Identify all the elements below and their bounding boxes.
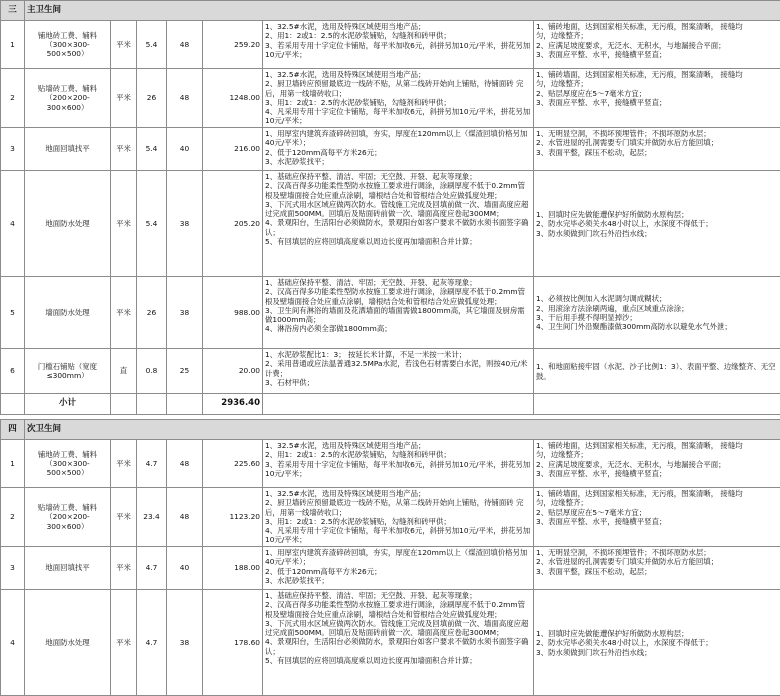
unit: 平米 — [111, 21, 137, 69]
quantity: 23.4 — [137, 488, 167, 547]
process-description: 1、基础应保持平整、清洁、牢固；无空鼓、开裂、起灰等现象； 2、汉高百得多功能柔性型防水按施工要求进行调涂，涂刷厚度不低于0.2mm管根及壁墙面接合处应重点涂刷，墙根结合处和管根结合处应做弧度处理； 3、下沉式用水区域应做两次防水。管线施工完成及回填前做一次、墙面高度应超过完成面500MM。回填后及贴面砖前做一次、墙面高度应卷起300MM； 4、景观阳台，生活阳台必须做防水，景观阳台如客户要求不做防水须书面签字确认； 5、有回填层的应将回填高度乘以周边长度再加墙面积合并计算； — [263, 171, 534, 277]
unit-price: 40 — [167, 547, 203, 590]
process-description: 1、用厚室内建筑弃渣碎砖回填，夯实，厚度在120mm以上（煤渣回填价格另加40元/平米）； 2、低于120mm高每平方米26元； 3、水泥砂浆找平； — [263, 128, 534, 171]
process-description: 1、32.5#水泥，选用及特殊区域使用当地产品； 2、厨卫墙砖应预留最底边一线砖不贴，从第二线砖开始向上铺贴，待铺面砖 完后，用第一线墙砖收口； 3、用1：2或1：2.5的水泥砂浆铺贴，勾缝剂和砖甲供； 4、凡采用专用十字定位卡铺贴，每平米加收6元，斜拼另加10元/平米，拼花另加10元/平米； — [263, 69, 534, 128]
process-description: 1、基础应保持平整、清洁、牢固；无空鼓、开裂、起灰等现象； 2、汉高百得多功能柔性型防水按施工要求进行调涂，涂刷厚度不低于0.2mm管根及壁墙面接合处应重点涂刷，墙根结合处和管根结合处应做弧度处理； 3、卫生间有淋浴的墙面及花洒墙面的墙面需做1800mm高，其它墙面及厨房需做1000mm高； 4、淋浴房内必须全部做1800mm高； — [263, 277, 534, 349]
process-description: 1、用厚室内建筑弃渣碎砖回填，夯实，厚度在120mm以上（煤渣回填价格另加40元/平米）； 2、低于120mm高每平方米26元； 3、水泥砂浆找平； — [263, 547, 534, 590]
subtotal-amount: 2936.40 — [203, 394, 263, 415]
section-title: 主卫生间 — [25, 1, 780, 21]
row-index: 3 — [1, 128, 25, 171]
section-number: 四 — [1, 420, 25, 440]
item-name: 贴墙砖工费、辅料 （200×200- 300×600） — [25, 488, 111, 547]
item-name: 贴墙砖工费、辅料 （200×200- 300×600） — [25, 69, 111, 128]
unit: 平米 — [111, 590, 137, 696]
quantity: 5.4 — [137, 128, 167, 171]
amount: 1248.00 — [203, 69, 263, 128]
acceptance-standard: 1、必须按比例加入水泥调匀调成糊状； 2、用滚涂方法涂刷两遍，重点区域重点涂涂； 3、干后用手摸不得明显掉沙； 4、卫生间门外沿聚酯漆做300mm高防水以避免水气外泄； — [534, 277, 780, 349]
row-index: 5 — [1, 277, 25, 349]
item-name: 门槛石铺贴（宽度≤300mm） — [25, 349, 111, 394]
row-index: 1 — [1, 21, 25, 69]
acceptance-standard: 1、铺砖墙面，达到国家相关标准，无污痕，图案清晰， 接缝均 匀，边缘整齐； 2、贴层厚度应在5～7毫米方宜； 3、表面应平整、水平，接缝横平竖直； — [534, 488, 780, 547]
row-index: 6 — [1, 349, 25, 394]
acceptance-standard: 1、铺砖墙面，达到国家相关标准，无污痕，图案清晰， 接缝均 匀，边缘整齐； 2、贴层厚度应在5～7毫米方宜； 3、表面应平整、水平，接缝横平竖直； — [534, 69, 780, 128]
table-row — [1, 21, 780, 69]
row-index: 2 — [1, 69, 25, 128]
unit-price: 25 — [167, 349, 203, 394]
item-name: 地面防水处理 — [25, 171, 111, 277]
unit-price: 38 — [167, 171, 203, 277]
row-index: 1 — [1, 440, 25, 488]
row-index: 2 — [1, 488, 25, 547]
item-name: 铺地砖工费、辅料 （300×300-500×500） — [25, 21, 111, 69]
amount: 178.60 — [203, 590, 263, 696]
unit-price: 38 — [167, 277, 203, 349]
table-row — [1, 277, 780, 349]
process-description: 1、32.5#水泥，选用及特殊区域使用当地产品； 2、用1：2或1：2.5的水泥砂浆铺贴，勾缝剂和砖甲供； 3、若采用专用十字定位卡铺贴，每平米加收6元，斜拼另加10元/平米，拼花另加10元/平米； — [263, 21, 534, 69]
table-row — [1, 590, 780, 696]
item-name: 墙面防水处理 — [25, 277, 111, 349]
item-name: 铺地砖工费、辅料 （300×300-500×500） — [25, 440, 111, 488]
subtotal-row — [1, 394, 780, 415]
quantity: 5.4 — [137, 171, 167, 277]
table-row — [1, 440, 780, 488]
unit-price: 48 — [167, 21, 203, 69]
acceptance-standard: 1、回填时应先做能遭保护好所做防水原构层； 2、防水完毕必须关水48小时以上，水深度不得低于； 3、防水须做到门坎石外沿挡水线； — [534, 171, 780, 277]
quantity: 5.4 — [137, 21, 167, 69]
acceptance-standard: 1、回填时应先做能遭保护好所做防水原构层； 2、防水完毕必须关水48小时以上，水深度不得低于； 3、防水须做到门坎石外沿挡水线； — [534, 590, 780, 696]
amount: 205.20 — [203, 171, 263, 277]
unit-price: 48 — [167, 69, 203, 128]
section-number: 三 — [1, 1, 25, 21]
item-name: 地面回填找平 — [25, 547, 111, 590]
table-row — [1, 349, 780, 394]
amount: 988.00 — [203, 277, 263, 349]
amount: 259.20 — [203, 21, 263, 69]
quantity: 26 — [137, 277, 167, 349]
process-description: 1、32.5#水泥，选用及特殊区域使用当地产品； 2、用1：2或1：2.5的水泥砂浆铺贴，勾缝剂和砖甲供； 3、若采用专用十字定位卡铺贴，每平米加收6元，斜拼另加10元/平米，拼花另加10元/平米； — [263, 440, 534, 488]
amount: 225.60 — [203, 440, 263, 488]
row-index: 3 — [1, 547, 25, 590]
table-row — [1, 488, 780, 547]
unit-price: 38 — [167, 590, 203, 696]
unit: 平米 — [111, 488, 137, 547]
quantity: 4.7 — [137, 440, 167, 488]
unit: 平米 — [111, 547, 137, 590]
quantity: 26 — [137, 69, 167, 128]
table-row — [1, 69, 780, 128]
process-description: 1、基础应保持平整、清洁、牢固；无空鼓、开裂、起灰等现象； 2、汉高百得多功能柔性型防水按施工要求进行调涂，涂刷厚度不低于0.2mm管根及壁墙面接合处应重点涂刷，墙根结合处和管根结合处应做弧度处理； 3、下沉式用水区域应做两次防水。管线施工完成及回填前做一次、墙面高度应超过完成面500MM。回填后及贴面砖前做一次、墙面高度应卷起300MM； 4、景观阳台，生活阳台必须做防水，景观阳台如客户要求不做防水须书面签字确认； 5、有回填层的应将回填高度乘以周边长度再加墙面积合并计算； — [263, 590, 534, 696]
unit-price: 48 — [167, 488, 203, 547]
item-name: 地面回填找平 — [25, 128, 111, 171]
quantity: 0.8 — [137, 349, 167, 394]
row-index: 4 — [1, 590, 25, 696]
quantity: 4.7 — [137, 547, 167, 590]
unit: 平米 — [111, 69, 137, 128]
table-row — [1, 547, 780, 590]
acceptance-standard: 1、铺砖地面，达到国家相关标准，无污痕，图案清晰， 接缝均 匀，边缘整齐； 2、应满足坡度要求，无泛水、无积水，与地漏接合平面； 3、表面应平整、水平，接缝横平竖直； — [534, 440, 780, 488]
amount: 188.00 — [203, 547, 263, 590]
unit: 平米 — [111, 440, 137, 488]
acceptance-standard: 1、和地面粘接牢固（水泥、沙子比例1：3）、表面平整、边缘整齐、无空鼓。 — [534, 349, 780, 394]
quantity: 4.7 — [137, 590, 167, 696]
amount: 1123.20 — [203, 488, 263, 547]
acceptance-standard: 1、无明显空洞，不损坏预埋管件；不损坏原防水层； 2、水管进屋的孔洞需要专门填实并做防水后方能回填； 3、表面平整，踩压不松动，起层； — [534, 128, 780, 171]
unit-price: 48 — [167, 440, 203, 488]
unit-price: 40 — [167, 128, 203, 171]
item-name: 地面防水处理 — [25, 590, 111, 696]
unit: 直 — [111, 349, 137, 394]
process-description: 1、32.5#水泥，选用及特殊区域使用当地产品； 2、厨卫墙砖应预留最底边一线砖不贴，从第二线砖开始向上铺贴，待铺面砖 完后，用第一线墙砖收口； 3、用1：2或1：2.5的水泥砂浆铺贴，勾缝剂和砖甲供； 4、凡采用专用十字定位卡铺贴，每平米加收6元，斜拼另加10元/平米，拼花另加10元/平米； — [263, 488, 534, 547]
section-title: 次卫生间 — [25, 420, 780, 440]
process-description: 1、水泥砂浆配比1：3； 按延长米计算，不足一米按一米计； 2、采用普通或应法温普通32.5MPa水泥，若浅色石材需要白水泥，则按40元/米计费； 3、石材甲供； — [263, 349, 534, 394]
table-row — [1, 128, 780, 171]
table-row — [1, 171, 780, 277]
unit: 平米 — [111, 171, 137, 277]
acceptance-standard: 1、无明显空洞，不损坏预埋管件；不损坏原防水层； 2、水管进屋的孔洞需要专门填实并做防水后方能回填； 3、表面平整，踩压不松动，起层； — [534, 547, 780, 590]
acceptance-standard: 1、铺砖地面，达到国家相关标准，无污痕，图案清晰， 接缝均 匀，边缘整齐； 2、应满足坡度要求，无泛水、无积水，与地漏接合平面； 3、表面应平整、水平，接缝横平竖直； — [534, 21, 780, 69]
unit: 平米 — [111, 128, 137, 171]
section-header — [1, 1, 780, 21]
section-header — [1, 420, 780, 440]
subtotal-label: 小计 — [25, 394, 111, 415]
amount: 216.00 — [203, 128, 263, 171]
unit: 平米 — [111, 277, 137, 349]
amount: 20.00 — [203, 349, 263, 394]
row-index: 4 — [1, 171, 25, 277]
